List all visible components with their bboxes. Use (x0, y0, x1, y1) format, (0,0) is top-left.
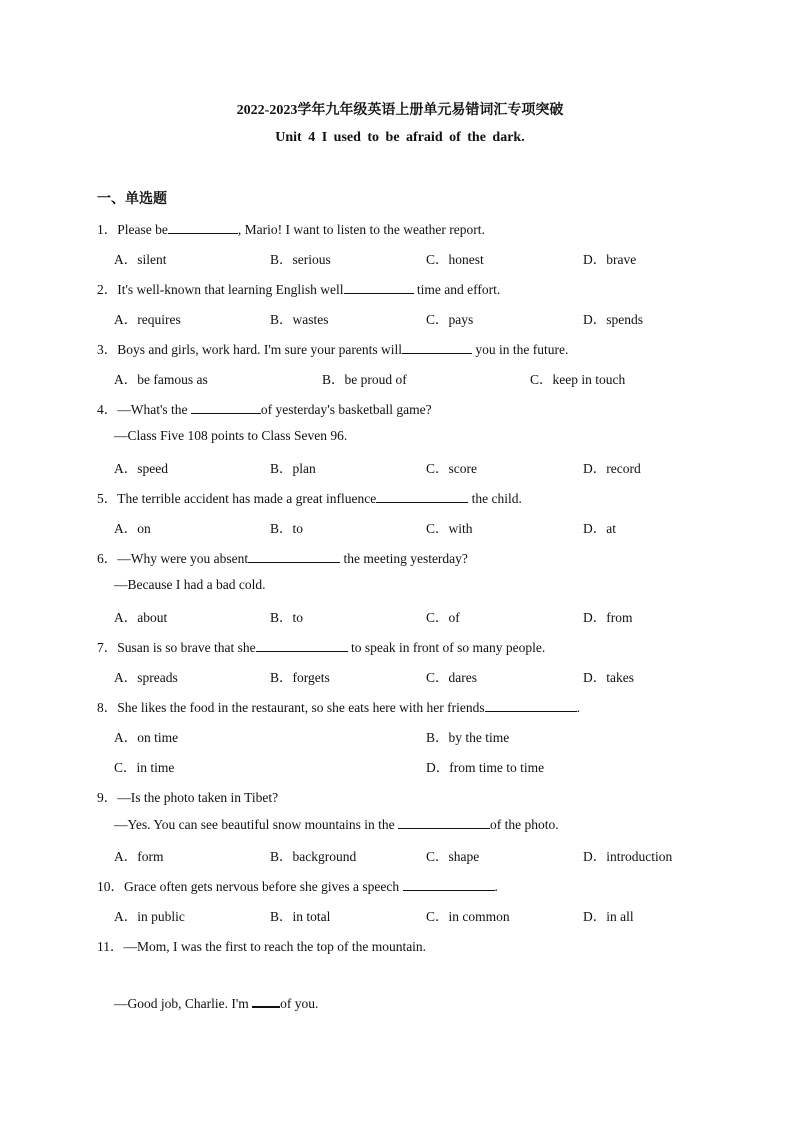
answer-blank (168, 221, 238, 234)
option-a: A．speed (114, 461, 168, 476)
option-d: D．from (583, 610, 633, 625)
answer-blank (252, 994, 280, 1008)
question-3: 3．Boys and girls, work hard. I'm sure your parents will you in the future. (97, 342, 569, 357)
option-d: D．in all (583, 909, 634, 924)
option-b: B．forgets (270, 670, 330, 685)
question-6: 6．—Why were you absent the meeting yesterday? (97, 551, 468, 566)
answer-blank (485, 699, 577, 712)
option-d: D．spends (583, 312, 643, 327)
answer-blank (248, 550, 340, 563)
option-a: A．silent (114, 252, 167, 267)
answer-blank (376, 490, 468, 503)
section-heading: 一、单选题 (97, 191, 167, 207)
option-b: B．by the time (426, 730, 510, 745)
option-b: B．to (270, 610, 304, 625)
question-9: 9．—Is the photo taken in Tibet? (97, 790, 279, 805)
question-5: 5．The terrible accident has made a great influence the child. (97, 491, 522, 506)
option-c: C．score (426, 461, 477, 476)
question-7: 7．Susan is so brave that she to speak in front of so many people. (97, 640, 546, 655)
question-9-reply: —Yes. You can see beautiful snow mountains in the of the photo. (114, 817, 559, 832)
question-8: 8．She likes the food in the restaurant, so she eats here with her friends . (97, 700, 581, 715)
option-b: B．plan (270, 461, 316, 476)
option-b: B．in total (270, 909, 331, 924)
option-d: D．brave (583, 252, 637, 267)
option-d: D．takes (583, 670, 634, 685)
question-11: 11．—Mom, I was the first to reach the top of the mountain. (97, 939, 427, 954)
option-c: C．pays (426, 312, 474, 327)
answer-blank (191, 401, 261, 414)
option-b: B．to (270, 521, 304, 536)
answer-blank (344, 281, 414, 294)
option-a: A．form (114, 849, 164, 864)
option-b: B．serious (270, 252, 331, 267)
option-d: D．at (583, 521, 616, 536)
option-c: C．shape (426, 849, 480, 864)
option-a: A．requires (114, 312, 181, 327)
option-c: C．of (426, 610, 460, 625)
option-a: A．about (114, 610, 168, 625)
question-4-reply: —Class Five 108 points to Class Seven 96. (114, 428, 348, 443)
answer-blank (256, 639, 348, 652)
document-subtitle: Unit 4 I used to be afraid of the dark. (275, 130, 525, 145)
question-4: 4．—What's the of yesterday's basketball game? (97, 402, 432, 417)
option-a: A．in public (114, 909, 185, 924)
option-a: A．on (114, 521, 151, 536)
option-c: C．keep in touch (530, 372, 626, 387)
question-6-reply: —Because I had a bad cold. (114, 577, 266, 592)
option-c: C．honest (426, 252, 484, 267)
option-c: C．dares (426, 670, 477, 685)
option-d: D．introduction (583, 849, 673, 864)
question-1: 1．Please be , Mario! I want to listen to the weather report. (97, 222, 485, 237)
option-c: C．with (426, 521, 473, 536)
option-a: A．spreads (114, 670, 178, 685)
option-d: D．from time to time (426, 760, 545, 775)
option-b: B．be proud of (322, 372, 407, 387)
option-c: C．in time (114, 760, 175, 775)
option-b: B．background (270, 849, 357, 864)
document-title: 2022-2023学年九年级英语上册单元易错词汇专项突破 (236, 103, 564, 118)
question-11-reply: —Good job, Charlie. I'm of you. (114, 996, 319, 1011)
question-2: 2．It's well-known that learning English well time and effort. (97, 282, 501, 297)
question-10: 10．Grace often gets nervous before she gives a speech . (97, 879, 498, 894)
option-b: B．wastes (270, 312, 329, 327)
option-a: A．be famous as (114, 372, 208, 387)
answer-blank (402, 341, 472, 354)
option-a: A．on time (114, 730, 179, 745)
option-c: C．in common (426, 909, 510, 924)
answer-blank (403, 878, 495, 891)
answer-blank (398, 816, 490, 829)
option-d: D．record (583, 461, 641, 476)
